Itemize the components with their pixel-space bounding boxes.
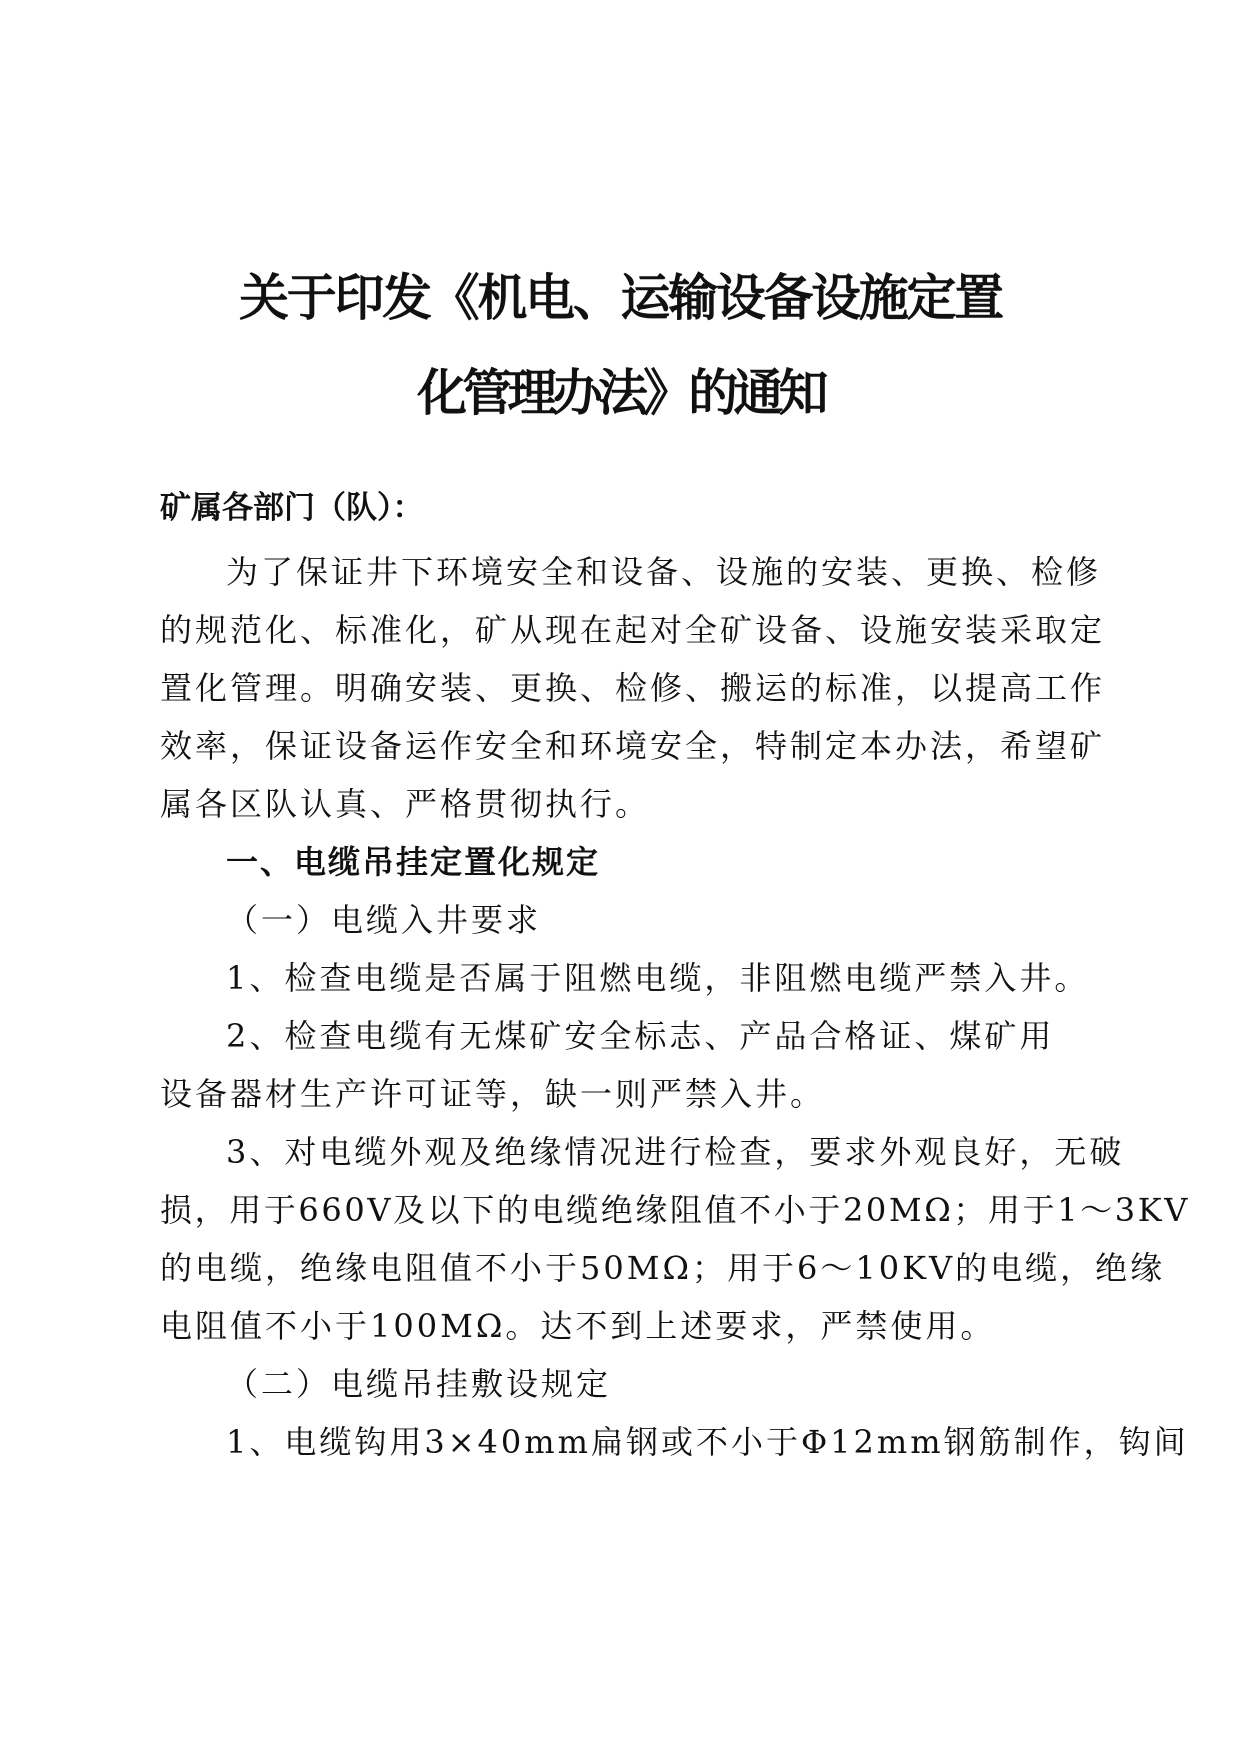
subsection-heading-2: （二）电缆吊挂敷设规定: [226, 1365, 612, 1403]
list-item-1: 1、检查电缆是否属于阻燃电缆，非阻燃电缆严禁入井。: [226, 959, 1090, 997]
intro-line-4: 效率，保证设备运作安全和环境安全，特制定本办法，希望矿: [160, 727, 1106, 765]
list-item-3-line-3: 的电缆，绝缘电阻值不小于50MΩ；用于6～10KV的电缆，绝缘: [160, 1249, 1166, 1287]
intro-line-3: 置化管理。明确安装、更换、检修、搬运的标准，以提高工作: [160, 669, 1106, 707]
list-item-2-line-2: 设备器材生产许可证等，缺一则严禁入井。: [160, 1075, 826, 1113]
list-item-4: 1、电缆钩用3×40mm扁钢或不小于Φ12mm钢筋制作，钩间: [226, 1423, 1189, 1461]
list-item-3-line-4: 电阻值不小于100MΩ。达不到上述要求，严禁使用。: [160, 1307, 996, 1345]
list-item-2-line-1: 2、检查电缆有无煤矿安全标志、产品合格证、煤矿用: [226, 1017, 1055, 1055]
intro-line-2: 的规范化、标准化，矿从现在起对全矿设备、设施安装采取定: [160, 611, 1106, 649]
intro-line-5: 属各区队认真、严格贯彻执行。: [160, 785, 651, 823]
salutation: 矿属各部门（队）：: [160, 490, 424, 526]
document-title-line-1: 关于印发《机电、运输设备设施定置: [239, 269, 1002, 327]
list-item-3-line-1: 3、对电缆外观及绝缘情况进行检查，要求外观良好，无破: [226, 1133, 1125, 1171]
section-heading: 一、电缆吊挂定置化规定: [226, 843, 601, 881]
document-title-line-2: 化管理办法》的通知: [417, 364, 824, 422]
intro-line-1: 为了保证井下环境安全和设备、设施的安装、更换、检修: [226, 553, 1102, 591]
list-item-3-line-2: 损，用于660V及以下的电缆绝缘阻值不小于20MΩ；用于1～3KV: [160, 1191, 1190, 1229]
subsection-heading-1: （一）电缆入井要求: [226, 901, 542, 939]
